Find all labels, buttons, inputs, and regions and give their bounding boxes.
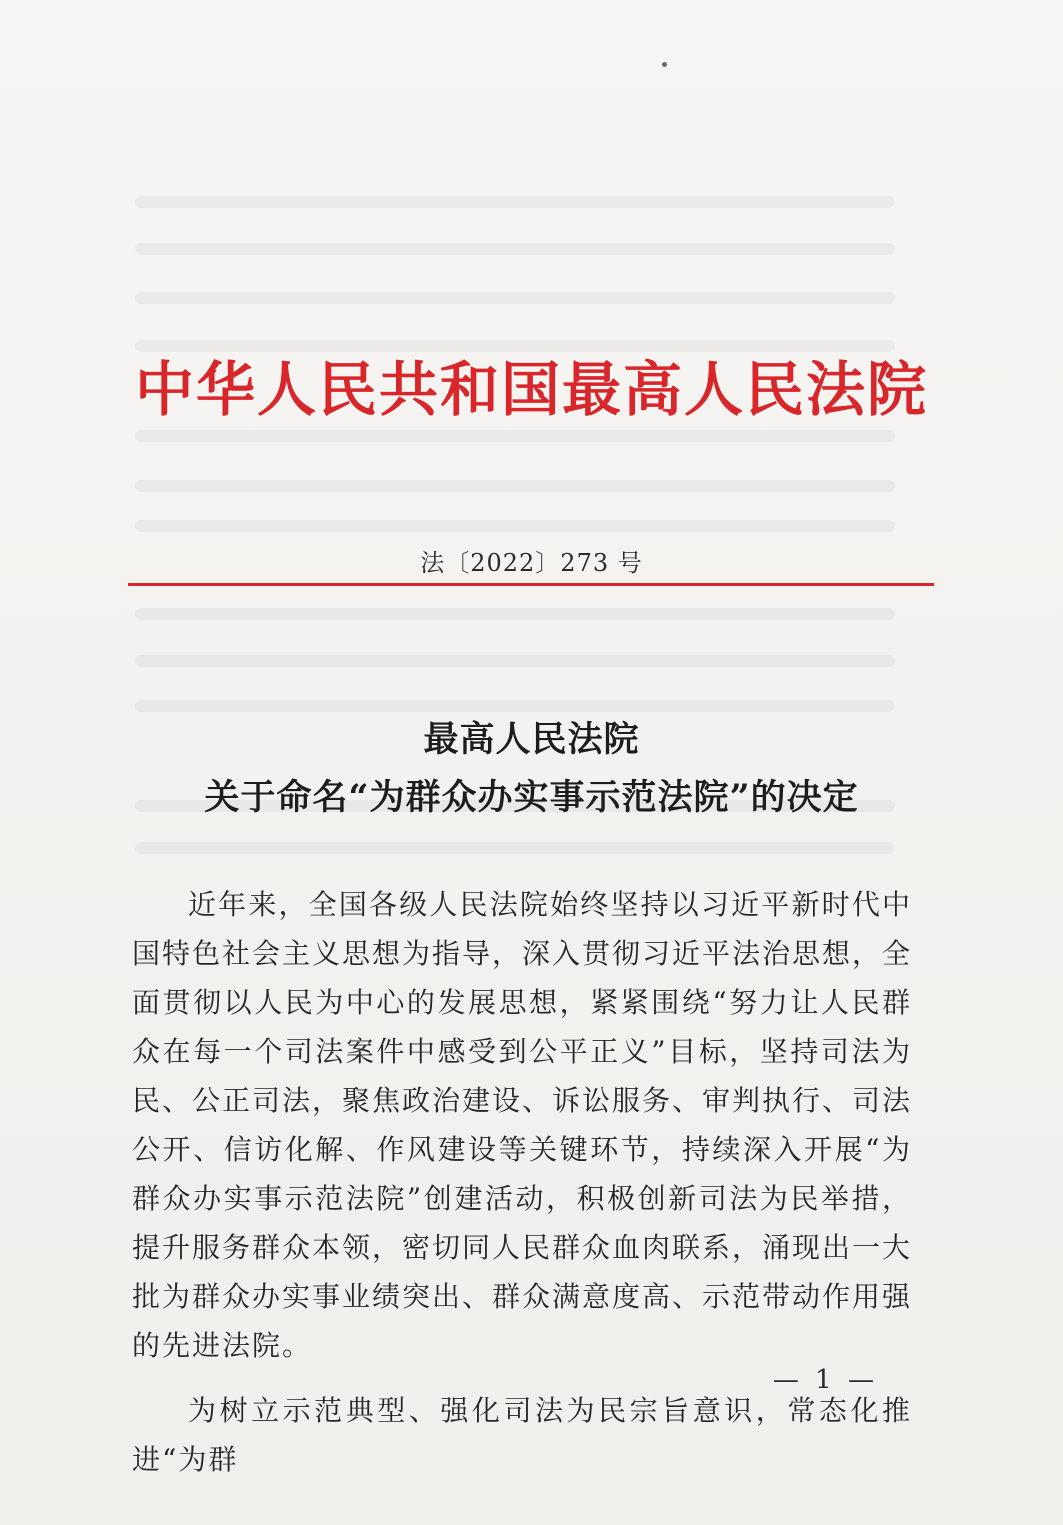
document-title-line2: 关于命名“为群众办实事示范法院”的决定 [204, 777, 859, 818]
bleed-through-texture [135, 340, 895, 352]
paper-speck [662, 62, 667, 67]
bleed-through-texture [135, 842, 895, 854]
red-divider-line [128, 583, 934, 586]
bleed-through-texture [135, 292, 895, 304]
bleed-through-texture [135, 700, 895, 712]
issuing-organization-header: 中华人民共和国最高人民法院 [134, 355, 928, 424]
bleed-through-texture [135, 430, 895, 442]
bleed-through-texture [135, 608, 895, 620]
page-number: — 1 — [772, 1365, 878, 1395]
bleed-through-texture [135, 655, 895, 667]
body-paragraph-2: 为树立示范典型、强化司法为民宗旨意识，常态化推进“为群 [132, 1394, 912, 1476]
bleed-through-texture [135, 196, 895, 208]
document-number: 法〔2022〕273 号 [420, 549, 643, 577]
bleed-through-texture [135, 480, 895, 492]
bleed-through-texture [135, 243, 895, 255]
document-title-line1: 最高人民法院 [423, 719, 640, 760]
bleed-through-texture [135, 520, 895, 532]
body-paragraph-1: 近年来，全国各级人民法院始终坚持以习近平新时代中国特色社会主义思想为指导，深入贯彻习近平法治思想，全面贯彻以人民为中心的发展思想，紧紧围绕“努力让人民群众在每一个司法案件中感受到公平正义”目标，坚持司法为民、公正司法，聚焦政治建设、诉讼服务、审判执行、司法公开、信访化解、作风建设等关键环节，持续深入开展“为群众办实事示范法院”创建活动，积极创新司法为民举措，提升服务群众本领，密切同人民群众血肉联系，涌现出一大批为群众办实事业绩突出、群众满意度高、示范带动作用强的先进法院。 [132, 888, 913, 1362]
